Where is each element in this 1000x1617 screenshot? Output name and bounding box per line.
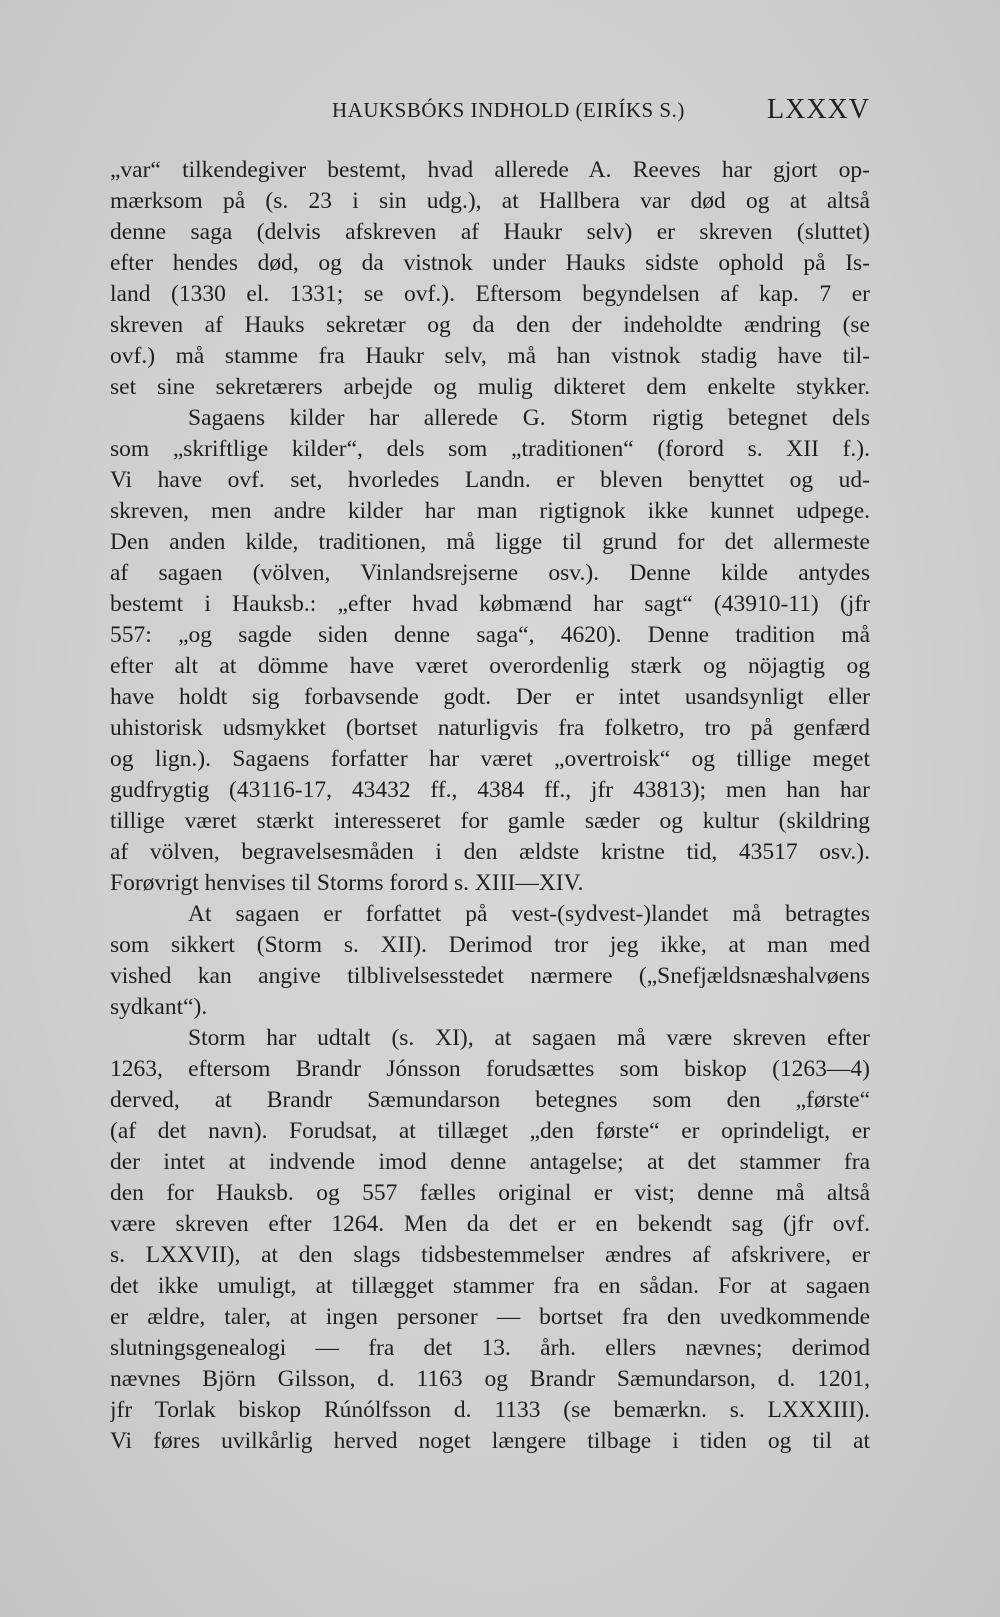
- text-line: land (1330 el. 1331; se ovf.). Eftersom begyndelsen af kap. 7 er: [110, 281, 870, 307]
- text-line: skreven, men andre kilder har man rigtignok ikke kunnet udpege.: [110, 498, 870, 524]
- text-line: slutningsgenealogi — fra det 13. årh. ellers nævnes; derimod: [110, 1335, 870, 1361]
- text-line: Vi have ovf. set, hvorledes Landn. er bleven benyttet og ud-: [110, 467, 870, 493]
- running-head: HAUKSBÓKS INDHOLD (EIRÍKS S.): [332, 98, 685, 122]
- text-line: derved, at Brandr Sæmundarson betegnes som den „første“: [110, 1087, 870, 1113]
- text-line: ovf.) må stamme fra Haukr selv, må han vistnok stadig have til-: [110, 343, 870, 369]
- text-line: mærksom på (s. 23 i sin udg.), at Hallbera var død og at altså: [110, 188, 870, 214]
- text-line: vished kan angive tilblivelsesstedet nærmere („Snefjældsnæshalvøens: [110, 963, 870, 989]
- text-line: bestemt i Hauksb.: „efter hvad købmænd har sagt“ (43910-11) (jfr: [110, 591, 870, 617]
- text-line: som „skriftlige kilder“, dels som „traditionen“ (forord s. XII f.).: [110, 436, 870, 462]
- text-line: Storm har udtalt (s. XI), at sagaen må være skreven efter: [188, 1025, 870, 1051]
- text-line: nævnes Björn Gilsson, d. 1163 og Brandr Sæmundarson, d. 1201,: [110, 1366, 870, 1392]
- text-line: (af det navn). Forudsat, at tillæget „den første“ er oprindeligt, er: [110, 1118, 870, 1144]
- text-line: være skreven efter 1264. Men da det er en bekendt sag (jfr ovf.: [110, 1211, 870, 1237]
- text-line: der intet at indvende imod denne antagelse; at det stammer fra: [110, 1149, 870, 1175]
- text-line: denne saga (delvis afskreven af Haukr selv) er skreven (sluttet): [110, 219, 870, 245]
- text-line: have holdt sig forbavsende godt. Der er intet usandsynligt eller: [110, 684, 870, 710]
- text-line: sydkant“).: [110, 994, 208, 1020]
- text-line: 557: „og sagde siden denne saga“, 4620). Denne tradition må: [110, 622, 870, 648]
- page-number: LXXXV: [767, 94, 870, 125]
- text-line: efter alt at dömme have været overordenlig stærk og nöjagtig og: [110, 653, 870, 679]
- text-line: efter hendes død, og da vistnok under Hauks sidste ophold på Is-: [110, 250, 870, 276]
- text-line: 1263, eftersom Brandr Jónsson forudsættes som biskop (1263—4): [110, 1056, 870, 1082]
- text-line: gudfrygtig (43116-17, 43432 ff., 4384 ff., jfr 43813); men han har: [110, 777, 870, 803]
- text-line: skreven af Hauks sekretær og da den der indeholdte ændring (se: [110, 312, 870, 338]
- text-line: tillige været stærkt interesseret for gamle sæder og kultur (skildring: [110, 808, 870, 834]
- text-line: jfr Torlak biskop Rúnólfsson d. 1133 (se bemærkn. s. LXXXIII).: [110, 1397, 870, 1423]
- text-line: det ikke umuligt, at tillægget stammer fra en sådan. For at sagaen: [110, 1273, 870, 1299]
- text-line: Forøvrigt henvises til Storms forord s. XIII—XIV.: [110, 870, 584, 896]
- text-line: At sagaen er forfattet på vest-(sydvest-)landet må betragtes: [188, 901, 870, 927]
- body-text: [110, 155, 870, 1457]
- text-line: „var“ tilkendegiver bestemt, hvad allerede A. Reeves har gjort op-: [110, 157, 870, 183]
- text-line: s. LXXVII), at den slags tidsbestemmelser ændres af afskrivere, er: [110, 1242, 870, 1268]
- text-line: Den anden kilde, traditionen, må ligge til grund for det allermeste: [110, 529, 870, 555]
- text-line: er ældre, taler, at ingen personer — bortset fra den uvedkommende: [110, 1304, 870, 1330]
- text-line: uhistorisk udsmykket (bortset naturligvis fra folketro, tro på genfærd: [110, 715, 870, 741]
- text-line: af sagaen (völven, Vinlandsrejserne osv.). Denne kilde antydes: [110, 560, 870, 586]
- text-line: af völven, begravelsesmåden i den ældste kristne tid, 43517 osv.).: [110, 839, 870, 865]
- page-header: [110, 94, 870, 134]
- text-line: Sagaens kilder har allerede G. Storm rigtig betegnet dels: [188, 405, 870, 431]
- text-line: Vi føres uvilkårlig herved noget længere tilbage i tiden og til at: [110, 1428, 870, 1454]
- text-line: og lign.). Sagaens forfatter har været „overtroisk“ og tillige meget: [110, 746, 870, 772]
- text-line: som sikkert (Storm s. XII). Derimod tror jeg ikke, at man med: [110, 932, 870, 958]
- text-line: set sine sekretærers arbejde og mulig dikteret dem enkelte stykker.: [110, 374, 870, 400]
- text-line: den for Hauksb. og 557 fælles original er vist; denne må altså: [110, 1180, 870, 1206]
